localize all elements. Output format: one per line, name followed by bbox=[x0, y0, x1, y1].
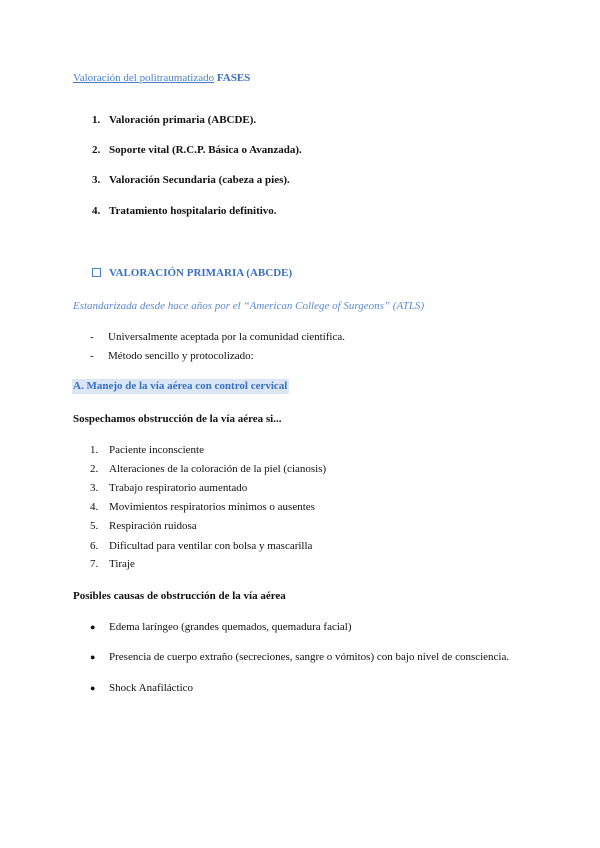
item-text: Trabajo respiratorio aumentado bbox=[109, 482, 248, 494]
phase-number: 3. bbox=[92, 174, 101, 186]
suspect-item bbox=[90, 444, 204, 456]
dash-item bbox=[90, 350, 254, 362]
phase-item bbox=[92, 205, 277, 217]
bullet-icon: ● bbox=[90, 683, 96, 693]
item-number: 4. bbox=[90, 501, 99, 513]
phase-number: 4. bbox=[92, 205, 101, 217]
item-text: Alteraciones de la coloración de la piel (cianosis) bbox=[109, 463, 327, 475]
phase-text: Valoración Secundaria (cabeza a pies). bbox=[109, 174, 290, 186]
suspect-heading: Sospechamos obstrucción de la vía aérea si... bbox=[73, 413, 282, 425]
suspect-item bbox=[90, 501, 315, 513]
phase-item bbox=[92, 174, 290, 186]
bullet-icon: ● bbox=[90, 652, 96, 662]
primary-heading-text: VALORACIÓN PRIMARIA (ABCDE) bbox=[109, 267, 293, 279]
item-text: Movimientos respiratorios mínimos o ausentes bbox=[109, 501, 315, 513]
cause-text: Shock Anafiláctico bbox=[109, 682, 194, 694]
dash-text: Método sencillo y protocolizado: bbox=[108, 350, 254, 362]
item-text: Paciente inconsciente bbox=[109, 444, 204, 456]
phase-text: Tratamiento hospitalario definitivo. bbox=[109, 205, 277, 217]
item-text: Dificultad para ventilar con bolsa y mascarilla bbox=[109, 540, 313, 552]
suspect-item bbox=[90, 540, 312, 552]
phase-number: 1. bbox=[92, 114, 101, 126]
phase-number: 2. bbox=[92, 144, 101, 156]
cause-item bbox=[90, 682, 193, 694]
item-text: Tiraje bbox=[109, 558, 135, 570]
phase-text: Soporte vital (R.C.P. Básica o Avanzada). bbox=[109, 144, 302, 156]
phase-text: Valoración primaria (ABCDE). bbox=[109, 114, 257, 126]
causes-heading: Posibles causas de obstrucción de la vía aérea bbox=[73, 590, 286, 602]
airway-section-heading: A. Manejo de la vía aérea con control cervical bbox=[73, 380, 288, 392]
dash-mark: - bbox=[90, 331, 94, 343]
checkbox-icon[interactable] bbox=[92, 268, 101, 277]
dash-text: Universalmente aceptada por la comunidad científica. bbox=[108, 331, 346, 343]
item-number: 5. bbox=[90, 520, 99, 532]
cause-text: Presencia de cuerpo extraño (secreciones, sangre o vómitos) con bajo nivel de consciencia. bbox=[109, 651, 510, 663]
item-number: 2. bbox=[90, 463, 99, 475]
item-number: 1. bbox=[90, 444, 99, 456]
cause-text: Edema laríngeo (grandes quemados, quemadura facial) bbox=[109, 621, 352, 633]
item-text: Respiración ruidosa bbox=[109, 520, 197, 532]
cause-item bbox=[90, 651, 509, 663]
phase-item bbox=[92, 144, 302, 156]
phase-item bbox=[92, 114, 256, 126]
suspect-item bbox=[90, 520, 197, 532]
dash-item bbox=[90, 331, 345, 343]
cause-item bbox=[90, 621, 352, 633]
title-fases: FASES bbox=[216, 72, 251, 84]
item-number: 3. bbox=[90, 482, 99, 494]
dash-mark: - bbox=[90, 350, 94, 362]
bullet-icon: ● bbox=[90, 622, 96, 632]
suspect-item bbox=[90, 558, 135, 570]
primary-section-heading bbox=[92, 267, 292, 279]
document-title bbox=[73, 72, 250, 84]
title-link[interactable]: Valoración del politraumatizado bbox=[73, 72, 215, 84]
suspect-item bbox=[90, 463, 326, 475]
item-number: 6. bbox=[90, 540, 99, 552]
item-number: 7. bbox=[90, 558, 99, 570]
primary-subtitle: Estandarizada desde hace años por el “American College of Surgeons” (ATLS) bbox=[73, 300, 425, 312]
suspect-item bbox=[90, 482, 247, 494]
